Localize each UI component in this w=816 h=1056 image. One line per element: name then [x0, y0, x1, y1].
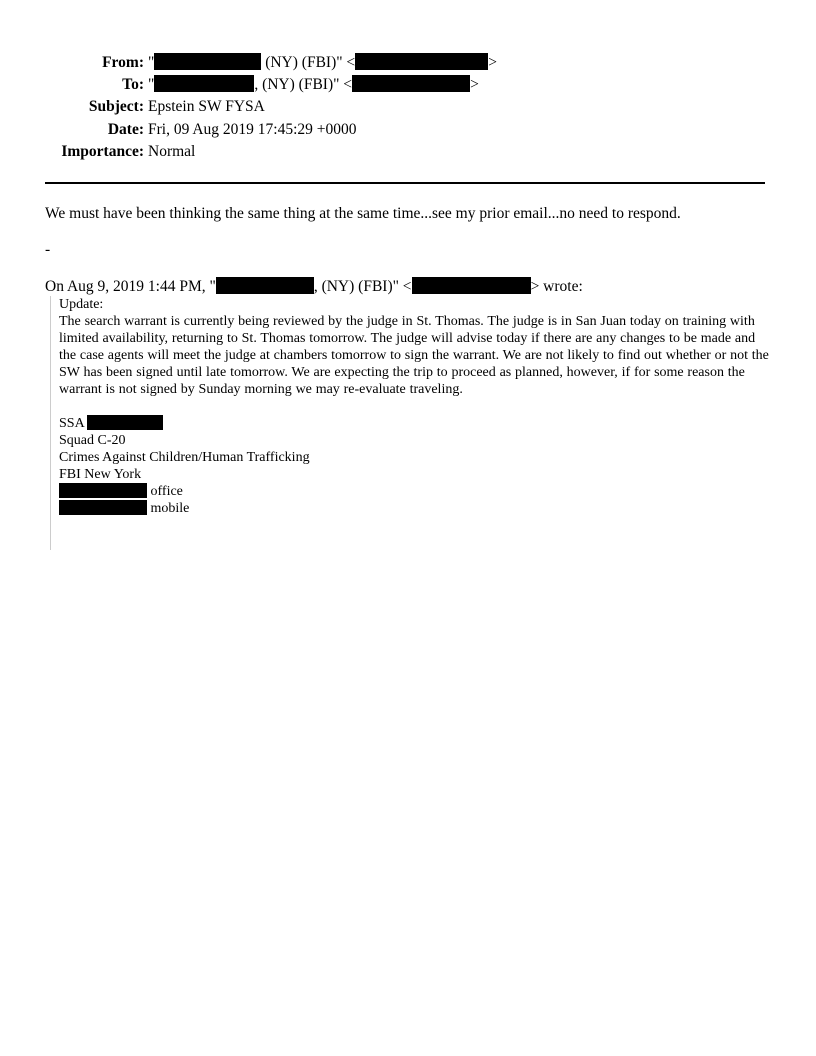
signature-unit: Crimes Against Children/Human Trafficking [59, 450, 310, 465]
reply-text: We must have been thinking the same thing at the same time...see my prior email...no need to respond. [45, 205, 681, 222]
redacted-recipient-email [352, 75, 470, 92]
date-value: Fri, 09 Aug 2019 17:45:29 +0000 [148, 120, 357, 138]
office-phone-label: office [147, 484, 183, 499]
signature-office-name: FBI New York [59, 467, 142, 482]
redacted-sender-email [355, 53, 488, 70]
subject-row [45, 96, 497, 118]
attribution-suffix: > wrote: [530, 278, 583, 295]
to-row [45, 74, 497, 96]
redacted-recipient-name [154, 75, 254, 92]
from-quote-open: " [148, 54, 155, 71]
importance-label: Importance: [61, 142, 144, 160]
importance-value: Normal [148, 142, 196, 160]
separator-dash: - [45, 241, 51, 258]
signature-squad: Squad C-20 [59, 433, 126, 448]
subject-value: Epstein SW FYSA [148, 98, 265, 116]
email-header [45, 52, 497, 163]
signature-office-phone [59, 483, 772, 500]
signature-mobile-phone [59, 500, 772, 517]
to-value [148, 74, 497, 96]
redacted-office-phone [59, 483, 147, 498]
redacted-original-sender-email [412, 277, 531, 294]
signature-title-text: SSA [59, 416, 88, 431]
from-label: From: [102, 54, 144, 71]
attribution-prefix: On Aug 9, 2019 1:44 PM, " [45, 278, 216, 295]
to-org: , (NY) (FBI)" < [254, 76, 353, 94]
from-row [45, 52, 497, 74]
redacted-sender-name [154, 53, 261, 70]
from-bracket-close: > [488, 54, 497, 71]
to-bracket-close: > [470, 76, 479, 94]
subject-label: Subject: [88, 98, 144, 116]
from-org: (NY) (FBI)" < [261, 54, 356, 71]
quote-attribution [45, 277, 583, 297]
mobile-phone-label: mobile [147, 501, 190, 516]
header-divider [45, 182, 765, 184]
importance-row [45, 141, 497, 163]
to-quote-open: " [148, 76, 155, 94]
redacted-original-sender-name [216, 277, 314, 294]
signature-title [59, 415, 772, 432]
redacted-mobile-phone [59, 500, 147, 515]
date-row [45, 119, 497, 141]
from-value [148, 52, 497, 74]
to-label: To: [122, 76, 144, 94]
quoted-message [50, 296, 772, 550]
quoted-greeting: Update: [59, 297, 104, 312]
redacted-signature-name [87, 415, 163, 430]
quoted-paragraph: The search warrant is currently being reviewed by the judge in St. Thomas. The judge is in San Juan today on training with limited availability, returning to St. Thomas tomorrow. The judge will advise today if there are any changes to be made and the case agents will meet the judge at chambers tomorrow to sign the warrant. We are not likely to find out whether or not the SW has been signed until late tomorrow. We are expecting the trip to proceed as planned, however, if for some reason the warrant is not signed by Sunday morning we may re-evaluate traveling. [59, 314, 769, 397]
attribution-org: , (NY) (FBI)" < [313, 278, 412, 295]
date-label: Date: [107, 120, 144, 138]
